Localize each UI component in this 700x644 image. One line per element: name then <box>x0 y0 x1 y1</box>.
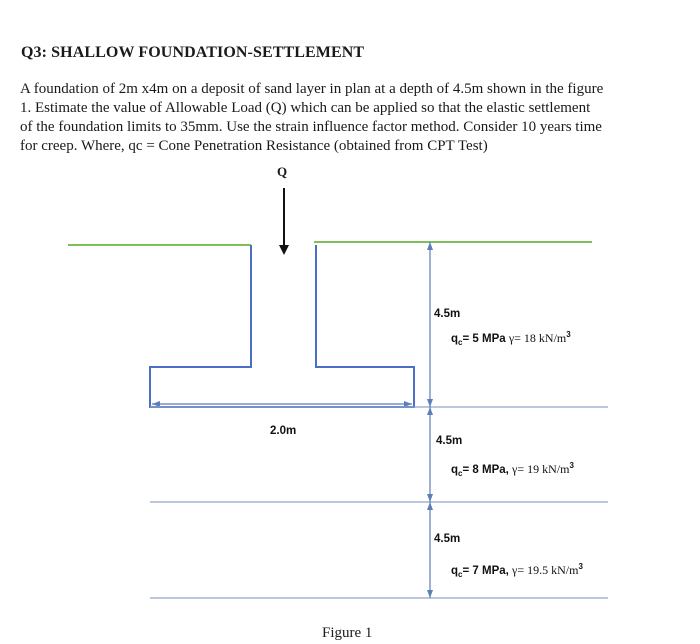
layer-2-depth: 4.5m <box>436 435 463 447</box>
load-label: Q <box>277 164 288 179</box>
depth-arrow-top-3 <box>427 502 433 510</box>
load-arrow-head <box>279 245 289 255</box>
depth-arrow-bottom-3 <box>427 590 433 598</box>
layer-2-properties: $q_c= 8$ MPa, γ= 19 $kN/m^3$ <box>451 461 574 479</box>
layer-1-depth: 4.5m <box>434 308 461 320</box>
question-line: A foundation of 2m x4m on a deposit of sand layer in plan at a depth of 4.5m shown in the figure <box>20 81 604 97</box>
depth-arrow-bottom-1 <box>427 399 433 407</box>
depth-arrow-top-2 <box>427 407 433 415</box>
layer-1-properties: $q_c= 5$ MPa γ= 18 $kN/m^3$ <box>451 330 571 348</box>
layer-3-properties: $q_c= 7$ MPa, γ= 19.5 $kN/m^3$ <box>451 562 583 580</box>
question-line: of the foundation limits to 35mm. Use the strain influence factor method. Consider 10 years time <box>20 119 602 135</box>
depth-arrow-bottom-2 <box>427 494 433 502</box>
depth-arrow-top-1 <box>427 242 433 250</box>
question-line: for creep. Where, qc = Cone Penetration Resistance (obtained from CPT Test) <box>20 138 488 154</box>
footing-width-label: 2.0m <box>270 425 297 437</box>
question-line: 1. Estimate the value of Allowable Load (Q) which can be applied so that the elastic settlement <box>20 100 591 116</box>
question-title: Q3: SHALLOW FOUNDATION-SETTLEMENT <box>21 44 365 61</box>
foundation-outline <box>150 245 414 407</box>
figure-caption: Figure 1 <box>322 625 373 641</box>
layer-3-depth: 4.5m <box>434 533 461 545</box>
